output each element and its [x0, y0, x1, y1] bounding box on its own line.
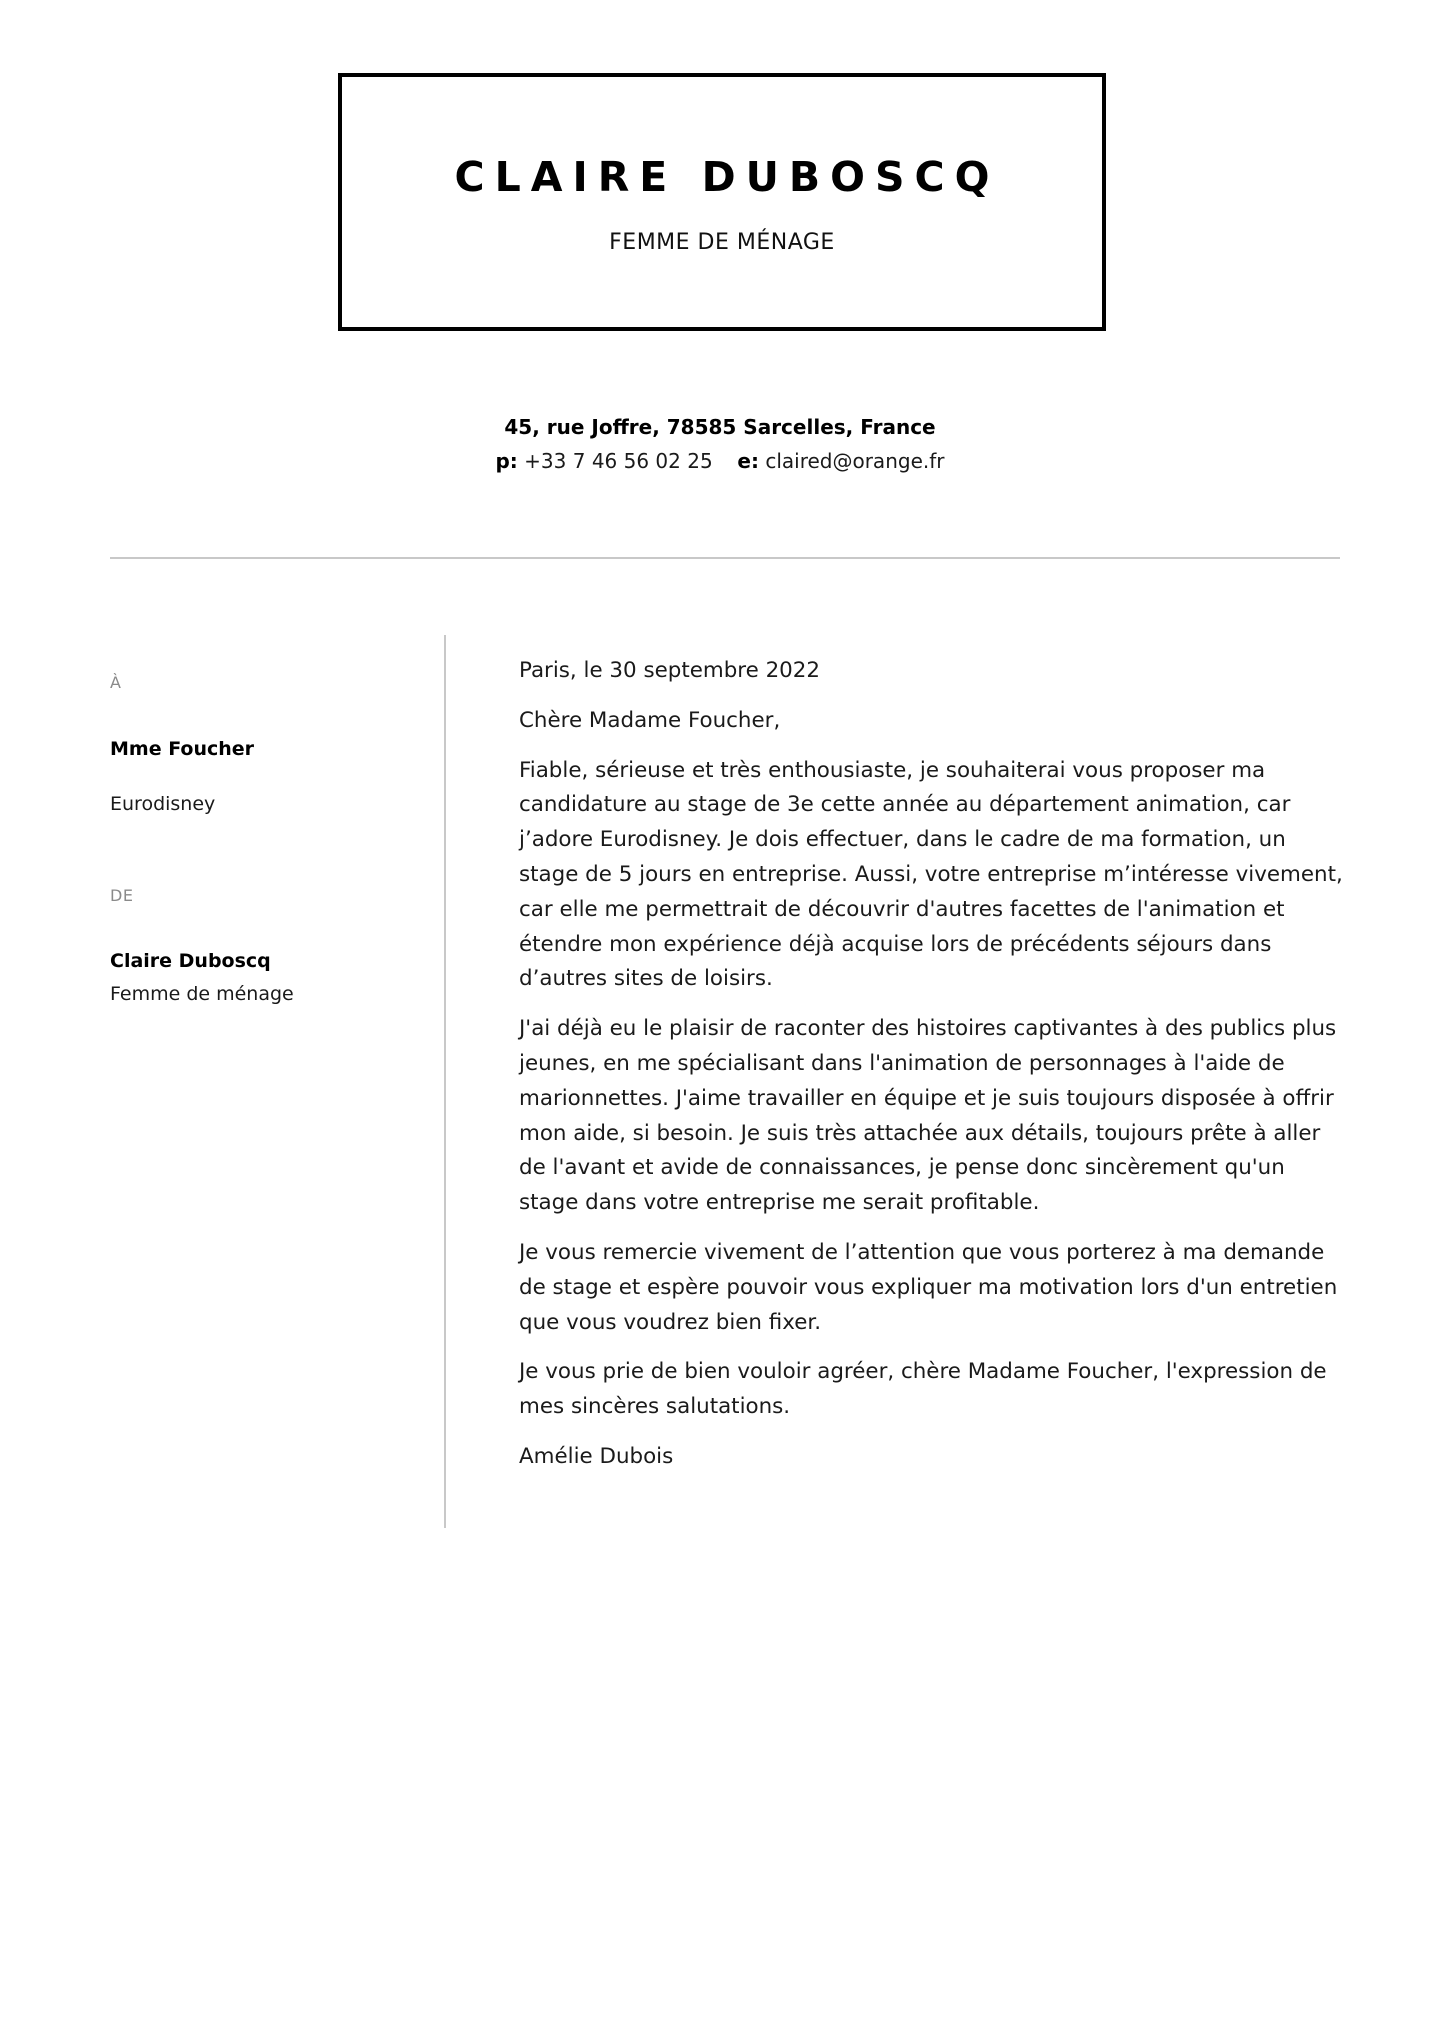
- letter-signature: Amélie Dubois: [519, 1443, 674, 1469]
- horizontal-divider: [110, 557, 1340, 559]
- letter-paragraph: Je vous prie de bien vouloir agréer, chère Madame Foucher, l'expression de mes sincères salutations.: [519, 1359, 1327, 1420]
- recipient-section-label: À: [110, 673, 122, 692]
- recipient-organization: Eurodisney: [110, 793, 216, 815]
- sender-name: Claire Duboscq: [110, 950, 271, 972]
- letter-date: Paris, le 30 septembre 2022: [519, 658, 821, 683]
- contact-line: [0, 448, 1440, 474]
- vertical-divider: [444, 635, 446, 1528]
- contact-address: 45, rue Joffre, 78585 Sarcelles, France: [504, 415, 936, 439]
- name-header-box: [338, 73, 1106, 331]
- email-label: e:: [737, 449, 759, 473]
- sender-section-label: DE: [110, 886, 134, 905]
- letter-paragraph: Je vous remercie vivement de l’attention que vous porterez à ma demande de stage et espère pouvoir vous expliquer ma motivation lors d'un entretien que vous voudrez bien fixer.: [519, 1239, 1338, 1335]
- candidate-job-title: FEMME DE MÉNAGE: [609, 230, 835, 255]
- letter-salutation: Chère Madame Foucher,: [519, 707, 781, 733]
- letter-body: [519, 654, 1344, 1490]
- phone-label: p:: [495, 449, 518, 473]
- phone-number: +33 7 46 56 02 25: [524, 449, 713, 473]
- letter-paragraph: J'ai déjà eu le plaisir de raconter des histoires captivantes à des publics plus jeunes, en me spécialisant dans l'animation de personnages à l'aide de marionnettes. J'aime travailler en équipe et je suis toujours disposée à offrir mon aide, si besoin. Je suis très attachée aux détails, toujours prête à aller de l'avant et avide de connaissances, je pense donc sincèrement qu'un stage dans votre entreprise me serait profitable.: [519, 1016, 1337, 1216]
- candidate-name: CLAIRE DUBOSCQ: [454, 153, 1000, 201]
- sender-role: Femme de ménage: [110, 983, 294, 1005]
- email-address: claired@orange.fr: [765, 449, 945, 473]
- recipient-name: Mme Foucher: [110, 738, 255, 760]
- letter-paragraph: Fiable, sérieuse et très enthousiaste, je souhaiterai vous proposer ma candidature au stage de 3e cette année au département animation, car j’adore Eurodisney. Je dois effectuer, dans le cadre de ma formation, un stage de 5 jours en entreprise. Aussi, votre entreprise m’intéresse vivement, car elle me permettrait de découvrir d'autres facettes de l'animation et étendre mon expérience déjà acquise lors de précédents séjours dans d’autres sites de loisirs.: [519, 757, 1343, 992]
